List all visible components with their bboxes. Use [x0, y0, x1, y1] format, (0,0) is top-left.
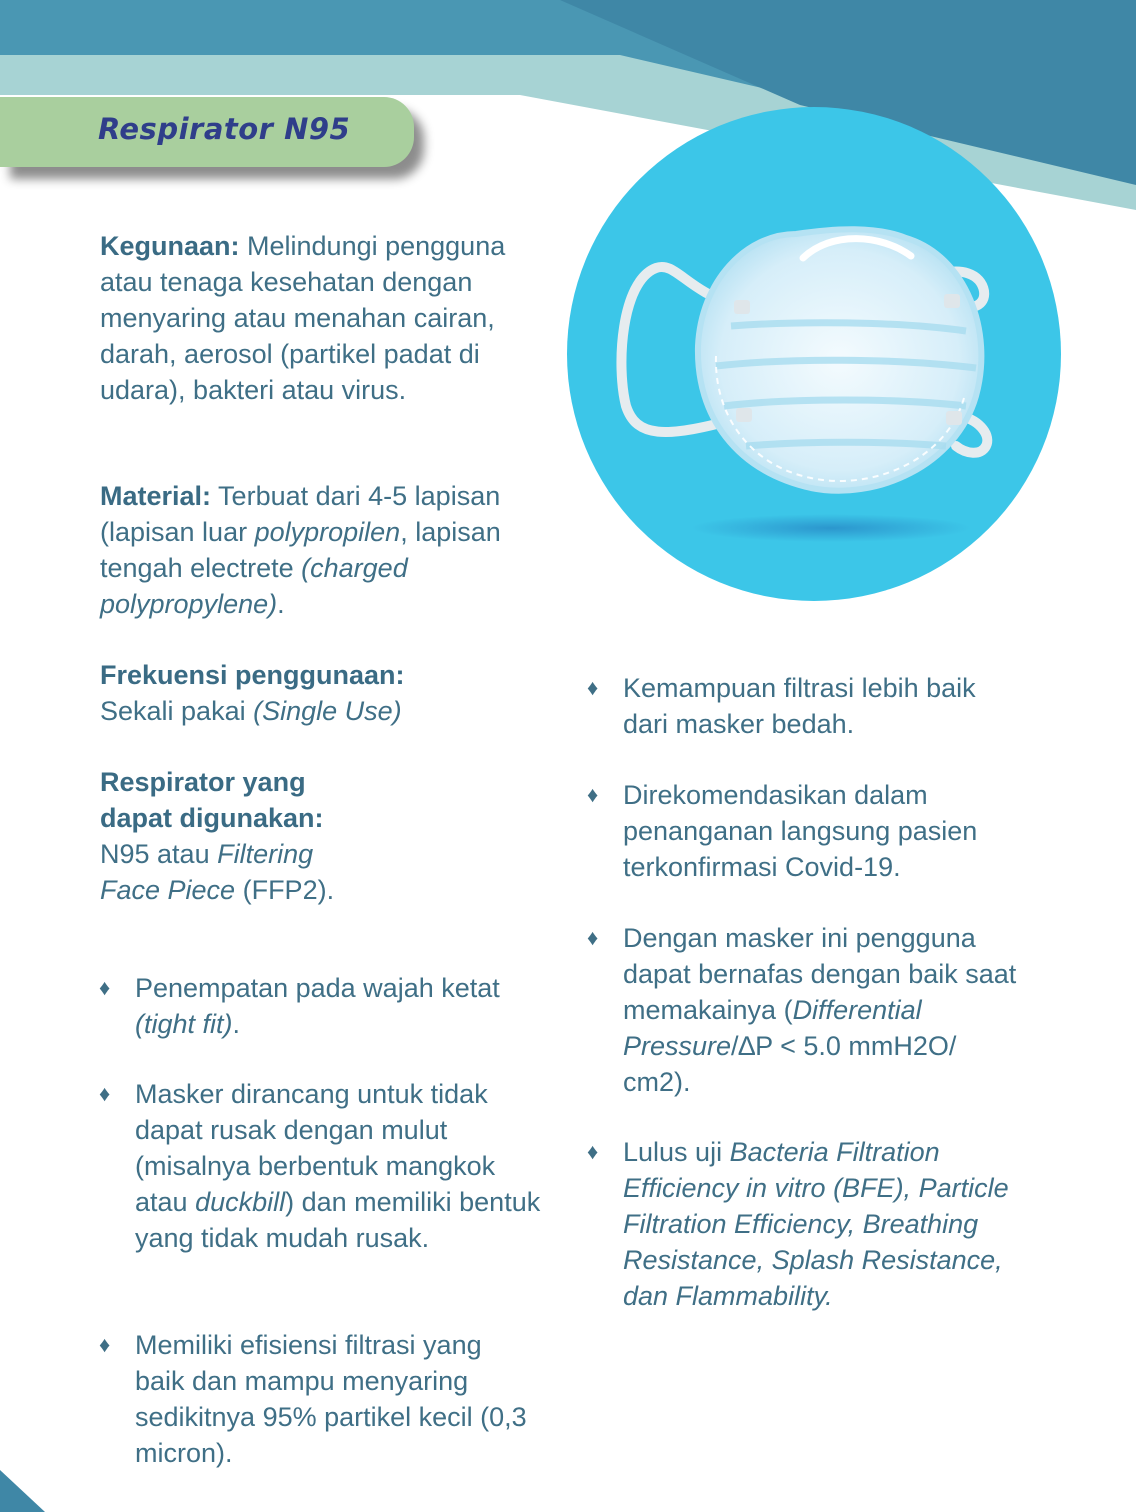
frekuensi-paragraph: [100, 657, 480, 729]
kegunaan-label: Kegunaan:: [100, 231, 240, 261]
material-italic: (charged polypropylene): [100, 553, 408, 619]
bullet-diamond-icon: ♦: [99, 975, 111, 1000]
bullet-italic: duckbill: [195, 1187, 286, 1217]
bullet-text: Penempatan pada wajah ketat: [135, 973, 500, 1003]
bullet-text: Masker dirancang untuk tidak dapat rusak dengan mulut (misalnya berbentuk mangkok atau: [135, 1079, 496, 1217]
bullet-text: Lulus uji: [623, 1137, 730, 1167]
frekuensi-label: Frekuensi penggunaan:: [100, 660, 405, 690]
kegunaan-text: Melindungi pengguna atau tenaga kesehatan dengan menyaring atau menahan cairan, darah, aerosol (partikel padat di udara), bakteri atau virus.: [100, 231, 506, 405]
respirator-text: (FFP2).: [235, 875, 335, 905]
bullet-italic: Differential Pressure: [623, 995, 922, 1061]
list-item: [587, 920, 1023, 1100]
surgical-mask-icon: [566, 106, 1062, 602]
frekuensi-text: Sekali pakai: [100, 696, 254, 726]
list-item: [99, 1076, 545, 1256]
bullet-diamond-icon: ♦: [587, 782, 599, 807]
bullet-text: Memiliki efisiensi filtrasi yang baik dan mampu menyaring sedikitnya 95% partikel kecil (0,3 micron).: [135, 1330, 527, 1468]
bullet-text: Kemampuan filtrasi lebih baik dari masker bedah.: [623, 673, 976, 739]
bullet-italic: (tight fit): [135, 1009, 233, 1039]
bullet-text: ) dan memiliki bentuk yang tidak mudah rusak.: [135, 1187, 541, 1253]
bullet-diamond-icon: ♦: [587, 675, 599, 700]
bullet-text: .: [232, 1009, 241, 1039]
material-text: , lapisan tengah electrete: [100, 517, 501, 583]
frekuensi-italic: (Single Use): [253, 696, 402, 726]
list-item: [99, 970, 545, 1042]
bullet-diamond-icon: ♦: [587, 1139, 599, 1164]
bullet-text: /∆P < 5.0 mmH2O/ cm2).: [623, 1031, 957, 1097]
list-item: [587, 777, 1023, 885]
bullet-diamond-icon: ♦: [99, 1332, 111, 1357]
bullet-diamond-icon: ♦: [587, 925, 599, 950]
respirator-italic: Filtering Face Piece: [100, 839, 314, 905]
list-item: [99, 1327, 535, 1471]
material-italic: polypropilen: [254, 517, 401, 547]
respirator-label: Respirator yang dapat digunakan:: [100, 767, 324, 833]
bullet-diamond-icon: ♦: [99, 1081, 111, 1106]
bullet-italic: Bacteria Filtration Efficiency in vitro (BFE), Particle Filtration Efficiency, Breathing Resistance, Splash Resistance, dan Flammability.: [623, 1137, 1009, 1311]
respirator-paragraph: [100, 764, 370, 908]
material-text: .: [277, 589, 285, 619]
mask-shadow: [691, 514, 971, 542]
kegunaan-paragraph: [100, 228, 560, 408]
page-title: Respirator N95: [98, 112, 351, 146]
list-item: [587, 1134, 1033, 1314]
respirator-text: N95 atau: [100, 839, 218, 869]
list-item: [587, 670, 1023, 742]
corner-triangle: [0, 1470, 45, 1512]
material-label: Material:: [100, 481, 212, 511]
material-paragraph: [100, 478, 560, 622]
material-text: Terbuat dari 4-5 lapisan (lapisan luar: [100, 481, 501, 547]
bullet-text: Dengan masker ini pengguna dapat bernafas dengan baik saat memakainya (: [623, 923, 1017, 1025]
bullet-text: Direkomendasikan dalam penanganan langsung pasien terkonfirmasi Covid-19.: [623, 780, 978, 882]
